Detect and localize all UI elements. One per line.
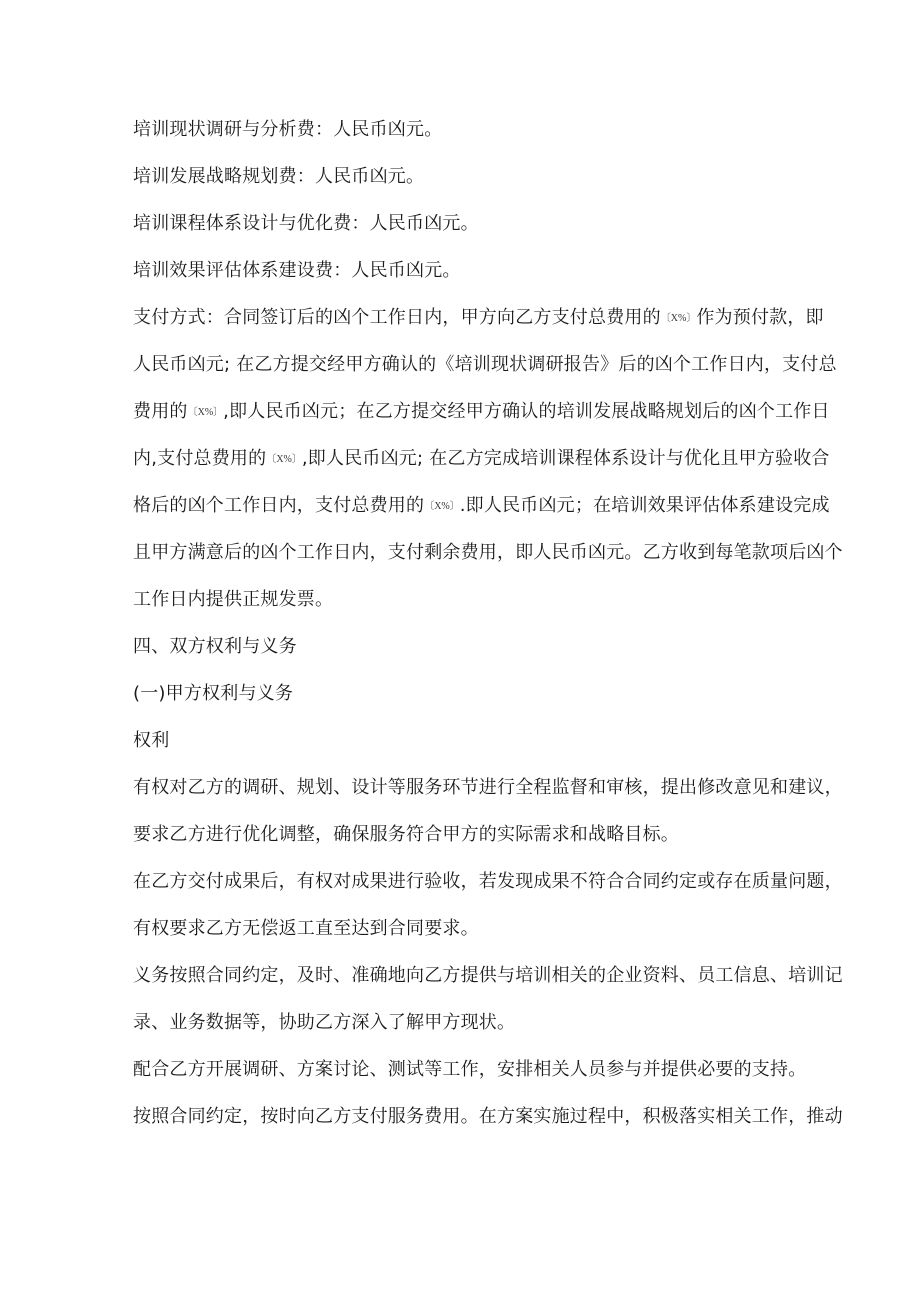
paragraph-line: 按照合同约定，按时向乙方支付服务费用。在方案实施过程中，积极落实相关工作，推动	[133, 1106, 843, 1127]
rights-heading: 权利	[133, 730, 170, 751]
fee-item-evaluation: 培训效果评估体系建设费：人民币凶元。	[133, 260, 461, 281]
payment-line: 工作日内提供正规发票。	[133, 589, 334, 610]
subsection-heading: (一)甲方权利与义务	[133, 683, 294, 704]
paragraph-line: 配合乙方开展调研、方案讨论、测试等工作，安排相关人员参与并提供必要的支持。	[133, 1059, 807, 1080]
paragraph-line: 有权对乙方的调研、规划、设计等服务环节进行全程监督和审核，提出修改意见和建议，	[133, 777, 843, 798]
section-heading: 四、双方权利与义务	[133, 636, 297, 657]
text-segment: 费用的	[133, 401, 188, 422]
text-segment: 作为预付款，即	[696, 307, 824, 328]
payment-line	[133, 306, 824, 330]
text-segment: ,即人民币凶元; 在乙方完成培训课程体系设计与优化且甲方验收合	[301, 448, 830, 469]
paragraph-line: 在乙方交付成果后，有权对成果进行验收，若发现成果不符合合同约定或存在质量问题，	[133, 871, 843, 892]
payment-line	[133, 400, 830, 424]
percent-placeholder: 〔X%〕	[660, 313, 697, 324]
payment-line	[133, 447, 830, 471]
payment-line: 人民币凶元; 在乙方提交经甲方确认的《培训现状调研报告》后的凶个工作日内，支付总	[133, 354, 837, 375]
payment-line: 且甲方满意后的凶个工作日内，支付剩余费用，即人民币凶元。乙方收到每笔款项后凶个	[133, 542, 843, 563]
percent-placeholder: 〔X%〕	[187, 407, 224, 418]
paragraph-line: 义务按照合同约定，及时、准确地向乙方提供与培训相关的企业资料、员工信息、培训记	[133, 965, 843, 986]
paragraph-line: 要求乙方进行优化调整，确保服务符合甲方的实际需求和战略目标。	[133, 824, 679, 845]
percent-placeholder: 〔X%〕	[424, 501, 460, 512]
text-segment: 内,支付总费用的	[133, 448, 267, 469]
paragraph-line: 有权要求乙方无偿返工直至达到合同要求。	[133, 918, 479, 939]
payment-line	[133, 494, 830, 518]
text-segment: 支付方式：合同签订后的凶个工作日内，甲方向乙方支付总费用的	[133, 307, 661, 328]
text-segment: 格后的凶个工作日内，支付总费用的	[133, 495, 425, 516]
fee-item-strategy: 培训发展战略规划费：人民币凶元。	[133, 166, 425, 187]
fee-item-survey: 培训现状调研与分析费：人民币凶元。	[133, 119, 443, 140]
text-segment: .即人民币凶元；在培训效果评估体系建设完成	[459, 495, 830, 516]
paragraph-line: 录、业务数据等，协助乙方深入了解甲方现状。	[133, 1012, 516, 1033]
percent-placeholder: 〔X%〕	[266, 454, 302, 465]
text-segment: ,即人民币凶元；在乙方提交经甲方确认的培训发展战略规划后的凶个工作日	[223, 401, 830, 422]
fee-item-curriculum: 培训课程体系设计与优化费：人民币凶元。	[133, 213, 479, 234]
